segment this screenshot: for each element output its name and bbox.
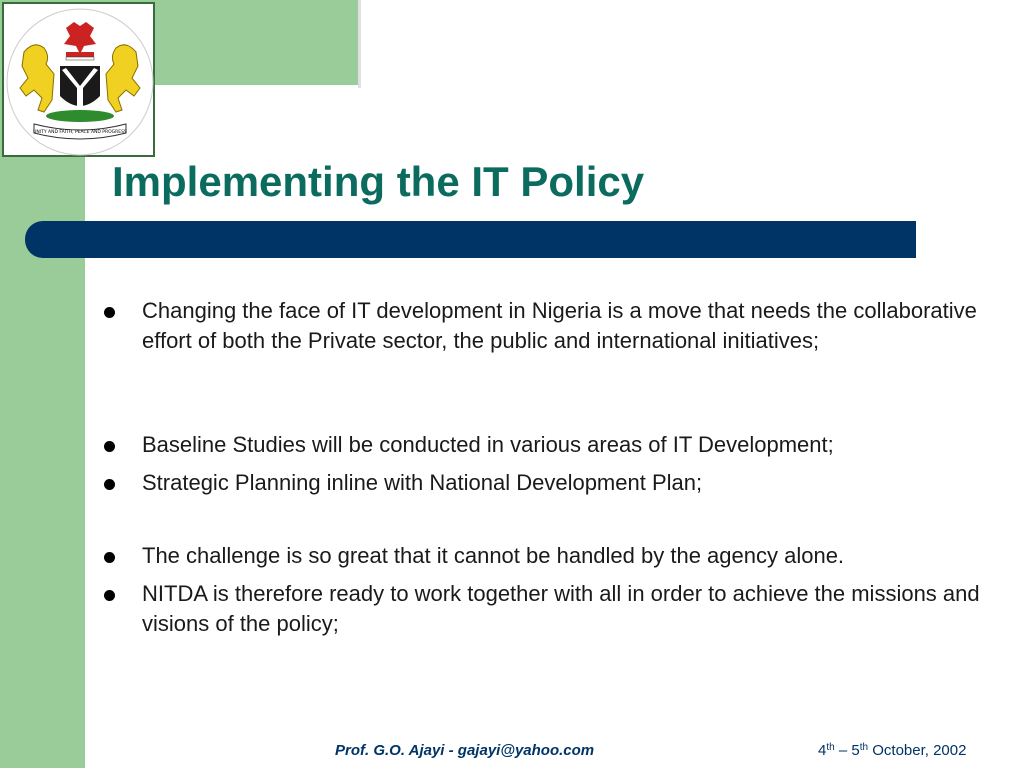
bullet-dot-icon	[104, 479, 115, 490]
bullet-dot-icon	[104, 552, 115, 563]
coat-of-arms-logo	[2, 2, 155, 157]
bullet-text: NITDA is therefore ready to work together with all in order to achieve the missions and visions of the policy;	[142, 581, 980, 636]
bullet-text: Strategic Planning inline with National Development Plan;	[142, 470, 703, 495]
footer-date	[818, 742, 966, 759]
footer-date-sup2: th	[859, 742, 869, 753]
svg-text:UNITY AND FAITH, PEACE AND PRO: UNITY AND FAITH, PEACE AND PROGRESS	[33, 130, 127, 135]
nigeria-coat-of-arms-icon	[4, 4, 157, 159]
bullet-text: Baseline Studies will be conducted in various areas of IT Development;	[142, 432, 834, 457]
footer-date-sep: – 5	[834, 742, 860, 759]
title-underline-bar	[25, 221, 916, 258]
bullet-dot-icon	[104, 590, 115, 601]
bullet-dot-icon	[104, 307, 115, 318]
footer-date-rest: October, 2002	[868, 742, 967, 759]
top-band-shadow	[358, 0, 361, 88]
bullet-dot-icon	[104, 441, 115, 452]
bullet-text: The challenge is so great that it cannot be handled by the agency alone.	[142, 543, 845, 568]
footer-date-day1: 4	[818, 742, 827, 759]
slide-title: Implementing the IT Policy	[112, 158, 645, 205]
bullet-text: Changing the face of IT development in Nigeria is a move that needs the collaborative effort of both the Private sector, the public and international initiatives;	[142, 298, 977, 353]
footer-date-sup1: th	[826, 742, 835, 753]
footer-author: Prof. G.O. Ajayi - gajayi@yahoo.com	[335, 742, 595, 759]
